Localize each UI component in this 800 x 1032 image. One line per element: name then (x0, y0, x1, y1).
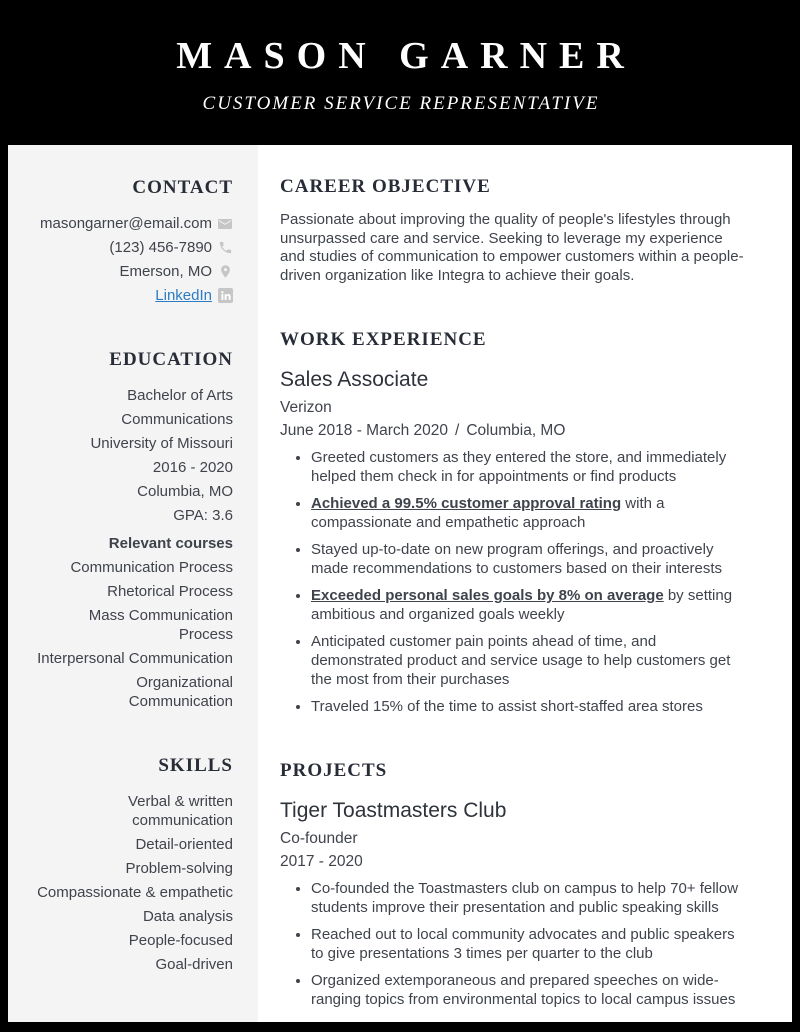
skill-item: Problem-solving (125, 860, 233, 877)
skills-list (35, 792, 233, 974)
project-bullet-list (280, 879, 745, 1009)
education-line: Bachelor of Arts (127, 387, 233, 404)
person-name: MASON GARNER (176, 35, 636, 77)
skill-item: Data analysis (142, 908, 233, 925)
contact-email-row (35, 214, 233, 233)
content-frame (0, 145, 800, 1032)
skill-item: Verbal & written communication (127, 793, 233, 829)
education-heading: EDUCATION (109, 349, 233, 370)
experience-bullet: • Exceeded personal sales goals by 8% on average by setting ambitious and organized goals weekly (311, 586, 745, 624)
project-title: Tiger Toastmasters Club (280, 799, 507, 822)
job-dates-location (280, 421, 745, 440)
experience-bullet: • Anticipated customer pain points ahead of time, and demonstrated product and service usage to help customers get the most from their purchases (311, 632, 745, 689)
experience-bullet: • Traveled 15% of the time to assist short-staffed area stores (311, 697, 745, 716)
projects-heading: PROJECTS (280, 760, 388, 781)
relevant-courses-label: Relevant courses (108, 535, 233, 552)
dates-separator: / (455, 422, 460, 439)
experience-bullet: • Achieved a 99.5% customer approval rating with a compassionate and empathetic approach (311, 494, 745, 532)
location-pin-icon (217, 264, 233, 280)
skill-item: Goal-driven (155, 956, 233, 973)
contact-linkedin-row (35, 286, 233, 305)
contact-heading: CONTACT (132, 177, 233, 198)
projects-section (280, 760, 745, 1009)
education-line: 2016 - 2020 (152, 459, 233, 476)
course-item: Mass Communication Process (88, 607, 233, 643)
project-bullet: • Co-founded the Toastmasters club on campus to help 70+ fellow students improve their presentation and public speaking skills (311, 879, 745, 917)
career-objective-text: Passionate about improving the quality of people's lifestyles through unsurpassed care and service. Seeking to leverage my experience and studies of communication to empower customers within a people-driven organization like Integra to achieve their goals. (280, 211, 744, 284)
project-bullet: • Reached out to local community advocates and public speakers to give presentations 3 times per quarter to the club (311, 925, 745, 963)
contact-phone-label: (123) 456-7890 (109, 239, 212, 256)
job-location: Columbia, MO (466, 422, 566, 439)
job-dates: June 2018 - March 2020 (280, 422, 449, 439)
career-objective-heading: CAREER OBJECTIVE (280, 176, 491, 197)
skill-item: Detail-oriented (135, 836, 233, 853)
project-bullet: • Organized extemporaneous and prepared speeches on wide-ranging topics from environmental topics to local campus issues (311, 971, 745, 1009)
course-item: Organizational Communication (128, 674, 233, 710)
course-list (35, 558, 233, 711)
contact-phone-row (35, 238, 233, 257)
contact-email-label: masongarner@email.com (40, 215, 212, 232)
contact-location-row (35, 262, 233, 281)
skill-item: People-focused (128, 932, 233, 949)
experience-bullet: • Greeted customers as they entered the store, and immediately helped them check in for appointments or find products (311, 448, 745, 486)
envelope-icon (217, 216, 233, 232)
education-line: University of Missouri (90, 435, 233, 452)
sidebar (8, 145, 258, 1022)
course-item: Interpersonal Communication (37, 650, 233, 667)
main-column (258, 145, 792, 1022)
linkedin-icon (217, 288, 233, 304)
phone-icon (217, 240, 233, 256)
skills-section (35, 755, 233, 974)
header-banner (0, 0, 800, 145)
education-line: Columbia, MO (137, 483, 233, 500)
project-dates: 2017 - 2020 (280, 853, 363, 870)
experience-bullet-list (280, 448, 745, 716)
education-line: Communications (121, 411, 233, 428)
project-role: Co-founder (280, 830, 358, 847)
person-job-title: CUSTOMER SERVICE REPRESENTATIVE (202, 93, 600, 114)
skill-item: Compassionate & empathetic (37, 884, 233, 901)
skills-heading: SKILLS (158, 755, 233, 776)
education-lines (35, 386, 233, 525)
job-title: Sales Associate (280, 368, 429, 391)
experience-bullet: • Stayed up-to-date on new program offerings, and proactively made recommendations to customers based on their interests (311, 540, 745, 578)
career-objective-section (280, 176, 745, 285)
contact-section (35, 177, 233, 305)
course-item: Rhetorical Process (107, 583, 233, 600)
course-item: Communication Process (70, 559, 233, 576)
contact-location-label: Emerson, MO (119, 263, 212, 280)
education-line: GPA: 3.6 (173, 507, 233, 524)
linkedin-link[interactable]: LinkedIn (155, 287, 212, 304)
education-section (35, 349, 233, 711)
company-name: Verizon (280, 399, 332, 416)
work-experience-heading: WORK EXPERIENCE (280, 329, 487, 350)
work-experience-section (280, 329, 745, 716)
